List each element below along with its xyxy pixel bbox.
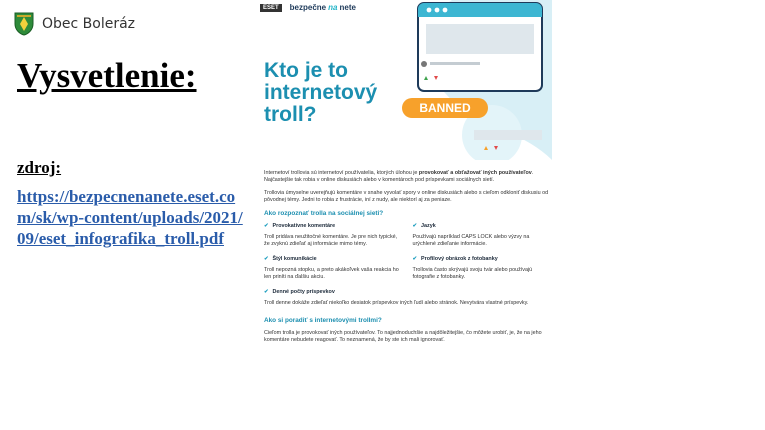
infographic-body [264,170,549,350]
sign-item: ✔ Provokatívne komentáre Troll pridáva neužitočné komentáre. Je pre nich typické, že zvyknú zdieľať aj informácie mimo témy. [264,223,398,247]
signs-grid [264,223,549,281]
brand-row [260,3,356,12]
section-heading-deal: Ako si poradiť s internetovými trollmi? [264,317,382,324]
infographic-hero [252,0,552,160]
municipality-name: Obec Boleráz [42,16,136,32]
slide-title: Vysvetlenie: [17,56,197,95]
sign-item: ✔ Štýl komunikácie Troll nepozná stopku, a preto akákoľvek vaša reakcia ho len priníti na ďalšiu akciu. [264,256,399,280]
check-icon: ✔ [264,223,269,229]
check-icon: ✔ [412,223,418,229]
section-heading-recognize: Ako rozpoznať trolla na sociálnej sieti? [264,210,384,217]
eset-badge: ESET [260,4,282,12]
sign-item: ✔ Profilový obrázok z fotobanky Trollovia často skrývajú svoju tvár alebo používajú fotografie z fotobanky. [412,256,533,280]
brand-name: bezpečne na nete [289,3,356,12]
intro-paragraph-2: Trollovia úmyselne uverejňujú komentáre v snahe vyvolať spory v online diskusiách alebo s cieľom odkloniť diskusiu od pôvodnej témy. Jedni to robia z frustrácie, iní z nudy, ale niektorí aj za peniaze. [264,190,549,203]
municipality-logo[interactable] [14,12,135,36]
check-icon: ✔ [264,256,269,262]
check-icon: ✔ [412,256,418,262]
banned-badge: BANNED [402,98,488,118]
infographic-title: Kto je to internetový troll? [264,59,378,126]
infographic [252,0,552,430]
advice-paragraph: Cieľom trolla je provokovať iných používateľov. To najjednoduchšie a najdôležitejšie, čo môžete urobiť, je, že na jeho komentáre nebudete reagovať. To neznamená, že by ste ich mali ignorovať. [264,330,542,343]
source-label: zdroj: [17,158,62,177]
sign-item: ✔ Jazyk Používajú napríklad CAPS LOCK alebo výzvy na urýchlené zdieľanie informácie. [412,223,530,247]
coat-of-arms-icon [14,12,34,36]
check-icon: ✔ [264,289,269,295]
intro-paragraph: Internetoví trollovia sú internetoví používatelia, ktorých úlohou je provokovať a obťažovať iných používateľov. Najčastejšie tak robia v online diskusiách alebo v komentároch pod príspevkami sociálnych sietí. [264,170,534,183]
source-link[interactable]: https://bezpecnenanete.eset.com/sk/wp-content/uploads/2021/09/eset_infografika_troll.pdf [17,187,243,248]
sign-item: ✔ Denné počty príspevkov Troll denne dokáže zdieľať niekoľko desiatok príspevkov iných ľudí alebo stránok. Nevytvára vlastné príspevky. [264,289,529,306]
